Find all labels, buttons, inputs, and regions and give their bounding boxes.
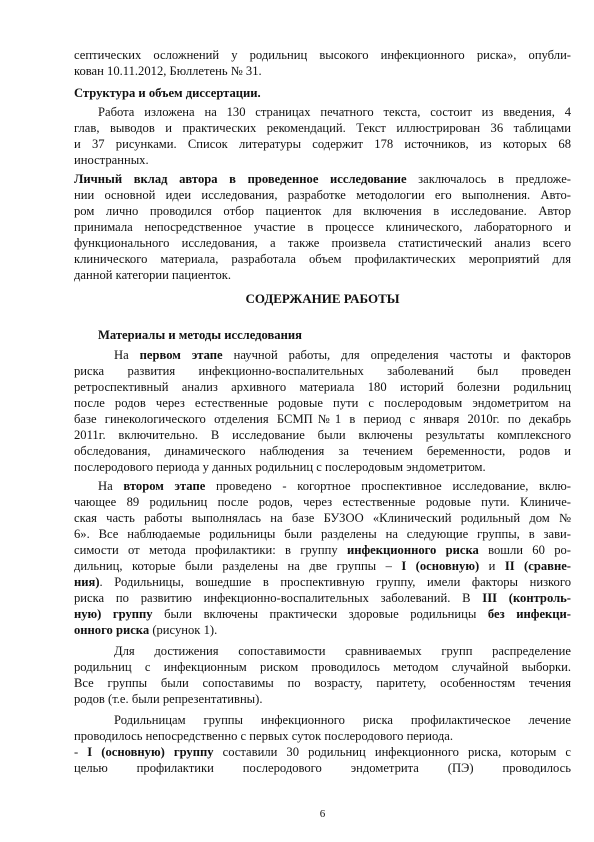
body-text: 2011г. включительно. В исследование были включены результаты комплексного bbox=[74, 428, 571, 442]
body-text: базе гинекологического отделения БСМП№1 в период с января 2010г. по декабрь bbox=[74, 412, 571, 426]
intro-line bbox=[98, 104, 571, 120]
bold-text: ную) группу bbox=[74, 607, 153, 621]
body-text: Все группы были сопоставимы по возрасту, паритету, особенностям течения bbox=[74, 676, 571, 690]
content-line bbox=[74, 363, 571, 379]
intro-line bbox=[74, 136, 571, 152]
body-text: клинического материала, разработала объем профилактических мероприятий для bbox=[74, 252, 571, 266]
body-text: были включены практически здоровые родильницы bbox=[152, 607, 488, 621]
content-line bbox=[74, 590, 571, 606]
content-line bbox=[74, 379, 571, 395]
body-text: обследования, динамического наблюдения за течением беременности, родов и bbox=[74, 444, 571, 458]
content-line bbox=[74, 459, 571, 475]
content-line bbox=[74, 760, 571, 776]
content-line bbox=[74, 526, 571, 542]
bold-text: II (сравне- bbox=[504, 559, 571, 573]
body-text: Для достижения сопоставимости сравниваемых групп распределение bbox=[114, 644, 571, 658]
bold-text: онного риска bbox=[74, 623, 150, 637]
body-text: иностранных. bbox=[74, 153, 149, 167]
content-line bbox=[74, 574, 571, 590]
body-text: чающее 89 родильниц после родов, через естественные родовые пути. Клиниче- bbox=[74, 495, 571, 509]
content-line bbox=[74, 691, 571, 707]
bold-text: ния) bbox=[74, 575, 100, 589]
content-line bbox=[74, 494, 571, 510]
body-text: . Родильницы, вошедшие в проспективную группу, имели факторы низкого bbox=[99, 575, 571, 589]
body-text: после родов через естественные родовые пути с послеродовым эндометритом на bbox=[74, 396, 571, 410]
body-text: ретроспективный анализ архивного материала 180 историй болезни родильниц bbox=[74, 380, 571, 394]
bold-text: инфекционного риска bbox=[346, 543, 479, 557]
bold-text: I (основную) bbox=[401, 559, 480, 573]
intro-line bbox=[74, 267, 571, 283]
body-text: (рисунок 1). bbox=[149, 623, 218, 637]
intro-line bbox=[74, 120, 571, 136]
intro-line bbox=[74, 251, 571, 267]
bold-text: втором этапе bbox=[123, 479, 206, 493]
body-text: септических осложнений у родильниц высокого инфекционного риска», опубли- bbox=[74, 48, 571, 62]
content-line bbox=[74, 606, 571, 622]
body-text: риска развития инфекционно-воспалительных заболеваний был проведен bbox=[74, 364, 571, 378]
bold-text: Структура и объем диссертации. bbox=[74, 86, 261, 100]
body-text: целью профилактики послеродового эндометрита (ПЭ) проводилось bbox=[74, 761, 571, 775]
bold-text: I (основную) группу bbox=[87, 745, 214, 759]
body-text: Работа изложена на 130 страницах печатного текста, состоит из введения, 4 bbox=[98, 105, 571, 119]
content-line bbox=[74, 728, 571, 744]
content-line bbox=[74, 542, 571, 558]
body-text: функционального исследования, а также произвела статистический анализ всего bbox=[74, 236, 571, 250]
intro-line bbox=[74, 47, 571, 63]
body-text: - bbox=[74, 745, 88, 759]
content-line bbox=[74, 443, 571, 459]
body-text: Родильницам группы инфекционного риска профилактическое лечение bbox=[114, 713, 571, 727]
bold-text: III (контроль- bbox=[482, 591, 571, 605]
body-text: научной работы, для определения частоты и факторов bbox=[222, 348, 572, 362]
content-line bbox=[74, 510, 571, 526]
body-text: и 37 рисунками. Список литературы содержит 178 источников, из которых 68 bbox=[74, 137, 571, 151]
body-text: ром лично проводился отбор пациенток для включения в исследование. Автор bbox=[74, 204, 571, 218]
page-number: 6 bbox=[319, 808, 326, 820]
body-text: проведено - когортное проспективное исследование, вклю- bbox=[205, 479, 571, 493]
content-line bbox=[74, 675, 571, 691]
intro-line bbox=[74, 63, 571, 79]
content-line bbox=[98, 478, 571, 494]
body-text: 6». Все наблюдаемые родильницы были разделены на следующие группы, в зави- bbox=[74, 527, 571, 541]
body-text: ская часть работы выполнялась на базе БУЗОО «Клинический родильный дом № bbox=[74, 511, 571, 525]
content-line bbox=[114, 347, 571, 363]
body-text: На bbox=[114, 348, 140, 362]
body-text: заключалось в предложе- bbox=[406, 172, 571, 186]
content-line bbox=[74, 427, 571, 443]
content-line bbox=[74, 659, 571, 675]
intro-line bbox=[74, 203, 571, 219]
body-text: нии основной идеи исследования, разработке методологии его выполнения. Авто- bbox=[74, 188, 571, 202]
bold-text: первом этапе bbox=[139, 348, 223, 362]
intro-line bbox=[74, 219, 571, 235]
body-text: послеродового периода у данных родильниц с послеродовым эндометритом. bbox=[74, 460, 486, 474]
body-text: проводилось непосредственно с первых суток послеродового периода. bbox=[74, 729, 454, 743]
content-line bbox=[74, 411, 571, 427]
intro-line bbox=[74, 187, 571, 203]
content-line bbox=[114, 643, 571, 659]
body-text: риска по развитию инфекционно-воспалительных заболеваний. В bbox=[74, 591, 483, 605]
intro-line bbox=[74, 235, 571, 251]
intro-line bbox=[74, 171, 571, 187]
intro-line bbox=[74, 85, 571, 101]
body-text: дильниц, которые были разделены на две группы – bbox=[74, 559, 402, 573]
body-text: родов (т.е. были репрезентативны). bbox=[74, 692, 263, 706]
content-line bbox=[74, 744, 571, 760]
section-heading: СОДЕРЖАНИЕ РАБОТЫ bbox=[245, 291, 400, 306]
intro-line bbox=[74, 152, 571, 168]
body-text: и bbox=[479, 559, 505, 573]
content-line bbox=[74, 395, 571, 411]
bold-text: без инфекци- bbox=[487, 607, 571, 621]
body-text: данной категории пациенток. bbox=[74, 268, 232, 282]
bold-text: Материалы и методы исследования bbox=[98, 328, 302, 342]
body-text: принимала непосредственное участие в процессе клинического, лабораторного и bbox=[74, 220, 571, 234]
body-text: симости от метода профилактики: в группу bbox=[74, 543, 347, 557]
content-line bbox=[74, 558, 571, 574]
body-text: составили 30 родильниц инфекционного риска, которым с bbox=[213, 745, 571, 759]
content-line bbox=[98, 327, 571, 343]
body-text: родильниц с инфекционным риском проводилось методом случайной выборки. bbox=[74, 660, 571, 674]
content-line bbox=[74, 622, 571, 638]
body-text: глав, выводов и практических рекомендаций. Текст иллюстрирован 36 таблицами bbox=[74, 121, 571, 135]
body-text: кован 10.11.2012, Бюллетень № 31. bbox=[74, 64, 262, 78]
body-text: На bbox=[98, 479, 124, 493]
bold-text: Личный вклад автора в проведенное исследование bbox=[74, 172, 407, 186]
content-line bbox=[114, 712, 571, 728]
body-text: вошли 60 ро- bbox=[478, 543, 571, 557]
